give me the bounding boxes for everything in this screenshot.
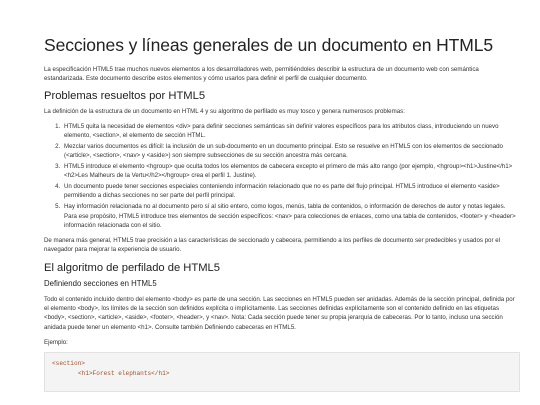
summary-paragraph: De manera más general, HTML5 trae precisión a las características de seccionado y cabecera, permitiendo a los perfiles de documento ser predecibles y usados por el navegador para mejorar la experiencia de usuario.	[44, 237, 501, 254]
page-title: Secciones y líneas generales de un documento en HTML5	[44, 35, 493, 55]
list-item: 2. Mezclar varios documentos es difícil: la inclusión de un sub-documento en un documento principal. Esto se resuelve en HTML5 con los elementos de seccionado (<article>, <section>, <nav> y <aside>) son siempre subsecciones de su sección ancestra más cercana.	[62, 142, 520, 161]
code-line: <section>	[52, 360, 85, 368]
algorithm-heading: El algoritmo de perfilado de HTML5	[44, 261, 220, 274]
list-item: 1. HTML5 quita la necesidad de elementos <div> para definir secciones semánticas sin definir valores específicos para los atributos class, introduciendo un nuevo elemento, <section>, el elemento de sección HTML.	[62, 122, 520, 141]
code-line: <h1>Forest elephants</h1>	[78, 369, 170, 377]
list-item: 5. Hay información relacionada no al documento pero sí al sitio entero, como logos, menús, tabla de contenidos, o información de derechos de autor y notas legales. Para ese propósito, HTML5 introduce tres elementos de sección específicos: <nav> para colecciones de enlaces, como una tabla de contenidos, <footer> y <header> información relacionada con el sitio.	[62, 202, 520, 230]
list-item: 3. HTML5 introduce el elemento <hgroup> que oculta todos los elementos de cabecera excepto el primero de más alto rango (por ejemplo, <hgroup><h1>Justine</h1><h2>Les Malheurs de la Vertu</h2></hgroup> crea el perfil 1. Justine).	[62, 162, 520, 181]
example-label: Ejemplo:	[44, 338, 68, 346]
intro-paragraph: La especificación HTML5 trae muchos nuevos elementos a los desarrolladores web, permitiéndoles describir la estructura de un documento web con semántica estandarizada. Este documento describe estos elementos y cómo usarlos para definir el perfil de cualquier documento.	[44, 66, 479, 83]
list-item: 4. Un documento puede tener secciones especiales conteniendo información relacionado que no es parte del flujo principal. HTML5 introduce el elemento <aside> permitiendo a dichas secciones no ser parte del perfil principal.	[62, 182, 520, 201]
problems-lead: La definición de la estructura de un documento en HTML 4 y su algoritmo de perfilado es muy tosco y genera numerosos problemas:	[44, 107, 405, 115]
problems-heading: Problemas resueltos por HTML5	[44, 89, 206, 102]
article-content	[44, 0, 520, 392]
code-example-block	[44, 352, 520, 392]
algorithm-body-paragraph: Todo el contenido incluido dentro del elemento <body> es parte de una sección. Las secciones en HTML5 pueden ser anidadas. Además de la sección principal, definida por el elemento <body>, los límites de la sección son definidos explícita o implícitamente. Las secciones definidas explícitamente son el contenido definido en las etiquetas <body>, <section>, <article>, <aside>, <footer>, <header>, y <nav>. Nota: Cada sección puede tener su propia jerarquía de cabeceras. Por lo tanto, incluso una sección anidada puede tener un elemento <h1>. Consulte también Definiendo cabeceras en HTML5.	[44, 295, 515, 331]
defining-sections-subheading: Definiendo secciones en HTML5	[44, 278, 157, 288]
problems-list	[44, 122, 520, 230]
